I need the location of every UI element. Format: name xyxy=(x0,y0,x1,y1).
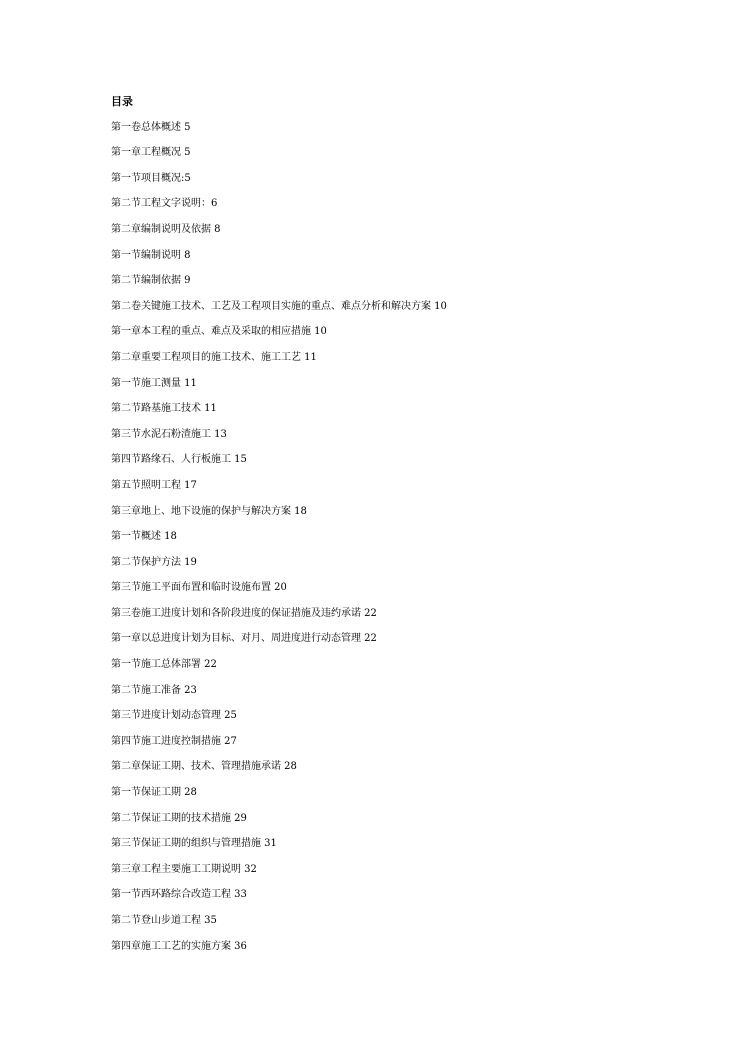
toc-entry[interactable]: 第四节路缘石、人行板施工 15 xyxy=(111,454,247,466)
toc-entry[interactable]: 第二节保护方法 19 xyxy=(111,556,197,568)
toc-entry[interactable]: 第三卷施工进度计划和各阶段进度的保证措施及违约承诺 22 xyxy=(111,607,377,619)
toc-entry[interactable]: 第三章地上、地下设施的保护与解决方案 18 xyxy=(111,505,307,517)
toc-entry[interactable]: 第二卷关键施工技术、工艺及工程项目实施的重点、难点分析和解决方案 10 xyxy=(111,300,447,312)
toc-entry[interactable]: 第三节施工平面布置和临时设施布置 20 xyxy=(111,582,287,594)
toc-entry[interactable]: 第三章工程主要施工工期说明 32 xyxy=(111,863,257,875)
toc-entry[interactable]: 第三节保证工期的组织与管理措施 31 xyxy=(111,838,277,850)
toc-entry[interactable]: 第二节工程文字说明：6 xyxy=(111,198,218,210)
table-of-contents xyxy=(111,94,711,964)
toc-entry[interactable]: 第一节项目概况:5 xyxy=(111,172,191,184)
toc-entry[interactable]: 第一节西环路综合改造工程 33 xyxy=(111,889,247,901)
toc-entry[interactable]: 第四章施工工艺的实施方案 36 xyxy=(111,940,247,952)
toc-entry[interactable]: 第一节施工测量 11 xyxy=(111,377,197,389)
toc-entry[interactable]: 第四节施工进度控制措施 27 xyxy=(111,735,237,747)
toc-entry[interactable]: 第二节路基施工技术 11 xyxy=(111,403,217,415)
toc-entry[interactable]: 第二章编制说明及依据 8 xyxy=(111,223,221,235)
toc-entry[interactable]: 第五节照明工程 17 xyxy=(111,479,197,491)
toc-entry[interactable]: 第二节登山步道工程 35 xyxy=(111,915,217,926)
toc-entry[interactable]: 第一卷总体概述 5 xyxy=(111,121,191,133)
toc-entry[interactable]: 第一节编制说明 8 xyxy=(111,249,191,261)
toc-entry[interactable]: 第二节保证工期的技术措施 29 xyxy=(111,812,247,824)
toc-list xyxy=(111,120,711,954)
toc-entry[interactable]: 第一章以总进度计划为目标、对月、周进度进行动态管理 22 xyxy=(111,633,377,645)
toc-entry[interactable]: 第二节编制依据 9 xyxy=(111,275,191,287)
toc-entry[interactable]: 第一章工程概况 5 xyxy=(111,147,191,159)
toc-entry[interactable]: 第一节概述 18 xyxy=(111,531,177,543)
toc-entry[interactable]: 第二节施工准备 23 xyxy=(111,684,197,696)
toc-entry[interactable]: 第三节进度计划动态管理 25 xyxy=(111,710,237,722)
toc-title: 目录 xyxy=(111,95,133,108)
toc-entry[interactable]: 第一节施工总体部署 22 xyxy=(111,659,217,671)
toc-entry[interactable]: 第一章本工程的重点、难点及采取的相应措施 10 xyxy=(111,326,327,338)
toc-entry[interactable]: 第三节水泥石粉渣施工 13 xyxy=(111,428,227,440)
toc-entry[interactable]: 第二章保证工期、技术、管理措施承诺 28 xyxy=(111,761,297,773)
toc-entry[interactable]: 第一节保证工期 28 xyxy=(111,787,197,799)
toc-entry[interactable]: 第二章重要工程项目的施工技术、施工工艺 11 xyxy=(111,351,317,363)
